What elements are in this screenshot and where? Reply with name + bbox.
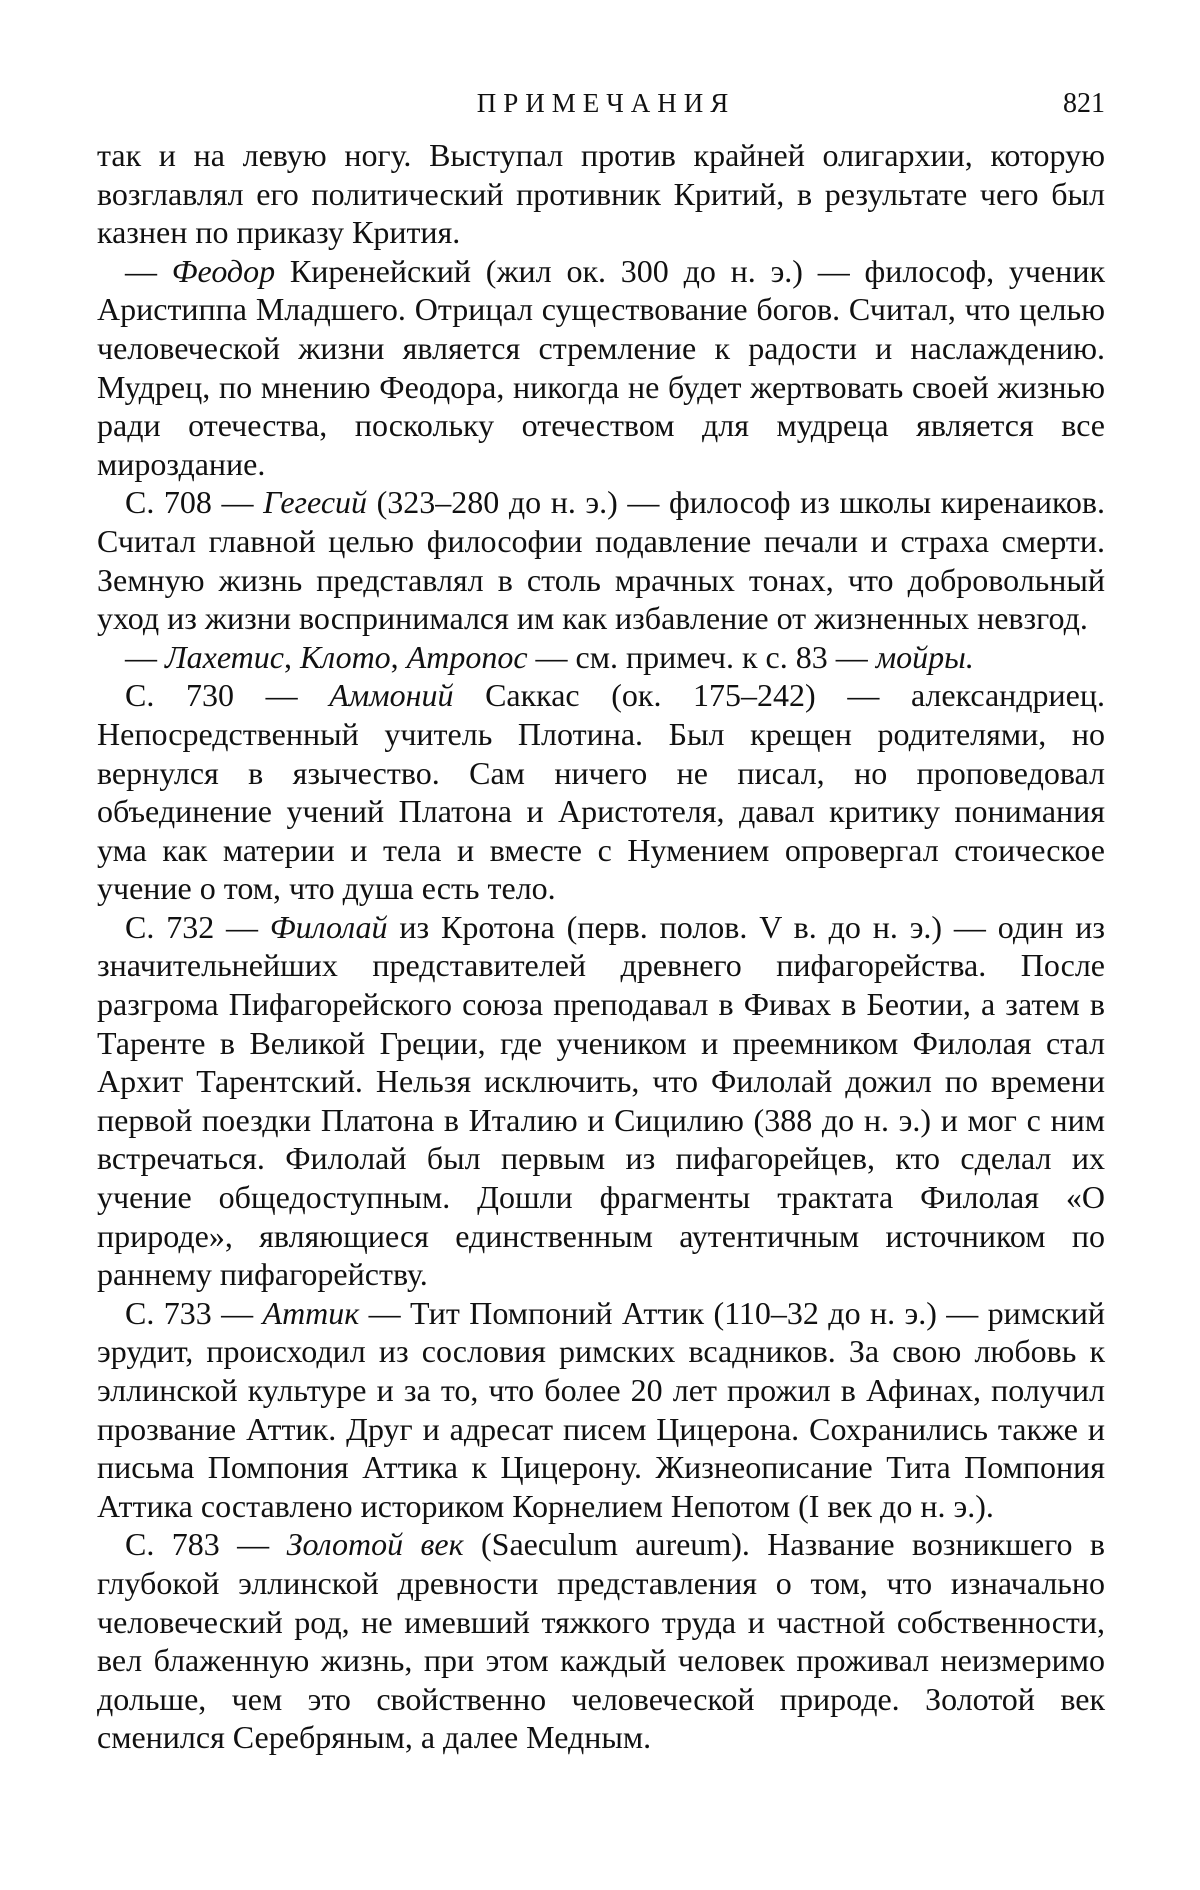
- paragraph-kritias-continuation: [97, 136, 1105, 252]
- note-prefix: С. 732 —: [125, 908, 270, 945]
- note-moirai: [97, 638, 1105, 677]
- note-entry-name-2: Клото: [299, 638, 391, 675]
- note-gegesiy: [97, 483, 1105, 637]
- note-atticus: [97, 1294, 1105, 1526]
- note-entry-name: Золотой век: [286, 1526, 464, 1563]
- page-header: [97, 84, 1105, 124]
- note-text: (323–280 до н. э.) — философ из школы киренаиков. Считал главной целью философии подавление печали и страха смерти. Земную жизнь представлял в столь мрачных тонах, что добровольный уход из жизни воспринимался им как избавление от жизненных невзгод.: [97, 484, 1106, 637]
- note-separator: ,: [390, 638, 407, 675]
- book-page: [97, 84, 1105, 1757]
- note-prefix: —: [125, 638, 165, 675]
- note-prefix: С. 783 —: [125, 1526, 287, 1563]
- note-prefix: С. 733 —: [125, 1294, 263, 1331]
- page-number: 821: [1063, 88, 1105, 119]
- note-entry-name: Филолай: [269, 908, 388, 945]
- note-entry-name-3: Атропос: [406, 638, 528, 675]
- note-text: — Тит Помпоний Аттик (110–32 до н. э.) — римский эрудит, происходил из сословия римских всадников. За свою любовь к эллинской культуре и за то, что более 20 лет прожил в Афинах, получил прозвание Аттик. Друг и адресат писем Цицерона. Сохранились также и письма Помпония Аттика к Цицерону. Жизнеописание Тита Помпония Аттика составлено историком Корнелием Непотом (I век до н. э.).: [97, 1294, 1106, 1524]
- note-cross-reference: мойры.: [875, 638, 974, 675]
- note-feodor: [97, 252, 1105, 484]
- note-text: (Saeculum aureum). Название возникшего в глубокой эллинской древности представления о том, что изначально человеческий род, не имевший тяжкого труда и частной собственности, вел блаженную жизнь, при этом каждый человек проживал неизмеримо дольше, чем это свойственно человеческой природе. Золотой век сменился Серебряным, а далее Медным.: [97, 1526, 1106, 1756]
- note-text: Саккас (ок. 175–242) — александриец. Непосредственный учитель Плотина. Был крещен родителями, но вернулся в язычество. Сам ничего не писал, но проповедовал объединение учений Платона и Аристотеля, давал критику понимания ума как материи и тела и вместе с Нумением опровергал стоическое учение о том, что душа есть тело.: [97, 677, 1106, 907]
- note-entry-name: Феодор: [171, 252, 276, 289]
- note-text: Киренейский (жил ок. 300 до н. э.) — философ, ученик Аристиппа Младшего. Отрицал существование богов. Считал, что целью человеческой жизни является стремление к радости и наслаждению. Мудрец, по мнению Феодора, никогда не будет жертвовать своей жизнью ради отечества, поскольку отечеством для мудреца является все мироздание.: [97, 252, 1106, 482]
- note-ammonius: [97, 676, 1105, 908]
- note-prefix: —: [125, 252, 172, 289]
- note-prefix: С. 708 —: [125, 484, 264, 521]
- note-text: — см. примеч. к с. 83 —: [527, 638, 876, 675]
- paragraph-text: так и на левую ногу. Выступал против крайней олигархии, которую возглавлял его политический противник Критий, в результате чего был казнен по приказу Крития.: [97, 137, 1105, 251]
- note-philolaus: [97, 908, 1105, 1294]
- note-separator: ,: [283, 638, 300, 675]
- note-text: из Кротона (перв. полов. V в. до н. э.) — один из значительнейших представителей древнего пифагорейства. После разгрома Пифагорейского союза преподавал в Фивах в Беотии, а затем в Таренте в Великой Греции, где учеником и преемником Филолая стал Архит Тарентский. Нельзя исключить, что Филолай дожил по времени первой поездки Платона в Италию и Сицилию (388 до н. э.) и мог с ним встречаться. Филолай был первым из пифагорейцев, кто сделал их учение общедоступным. Дошли фрагменты трактата Филолая «О природе», являющиеся единственным аутентичным источником по раннему пифагорейству.: [97, 908, 1106, 1293]
- note-golden-age: [97, 1525, 1105, 1757]
- note-entry-name: Гегесий: [263, 484, 368, 521]
- note-entry-name: Аммоний: [329, 677, 454, 714]
- note-entry-name: Лахетис: [165, 638, 284, 675]
- running-title: ПРИМЕЧАНИЯ: [476, 88, 736, 118]
- note-prefix: С. 730 —: [125, 677, 330, 714]
- note-entry-name: Аттик: [262, 1294, 360, 1331]
